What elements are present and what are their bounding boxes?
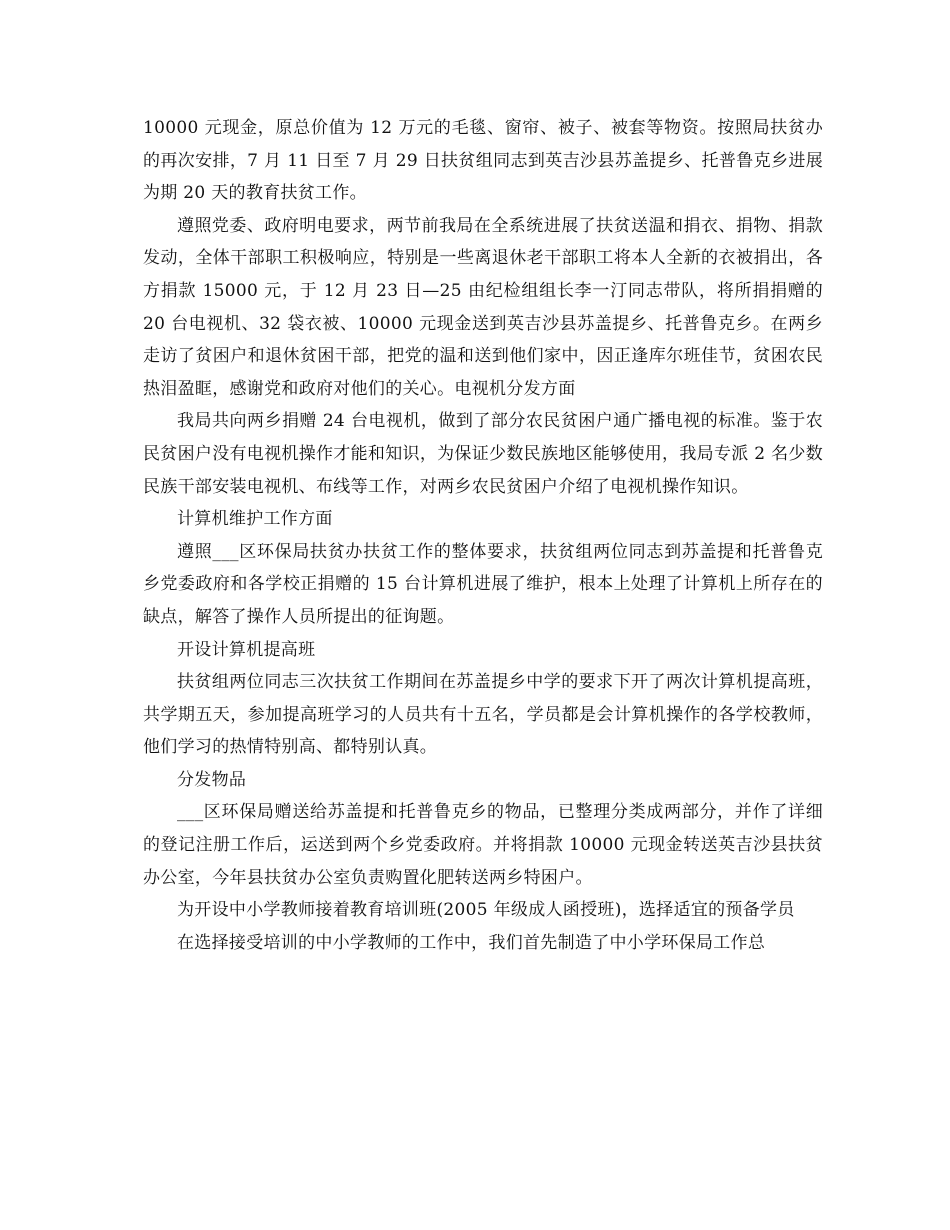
paragraph-3: 我局共向两乡捐赠 24 台电视机，做到了部分农民贫困户通广播电视的标准。鉴于农民贫困户没有电视机操作才能和知识，为保证少数民族地区能够使用，我局专派 2 名少数民族干部安装电视机、布线等工作，对两乡农民贫困户介绍了电视机操作知识。 [143, 411, 823, 497]
paragraph-8: 在选择接受培训的中小学教师的工作中，我们首先制造了中小学环保局工作总 [177, 932, 766, 953]
paragraph-6: ___区环保局赠送给苏盖提和托普鲁克乡的物品，已整理分类成两部分，并作了详细的登记注册工作后，运送到两个乡党委政府。并将捐款 10000 元现金转送英吉沙县扶贫办公室，今年县扶贫办公室负责购置化肥转送两乡特困户。 [143, 802, 823, 888]
document-body [143, 112, 823, 959]
paragraph-7: 为开设中小学教师接着教育培训班(2005 年级成人函授班)，选择适宜的预备学员 [177, 900, 795, 921]
paragraph-4: 遵照___区环保局扶贫办扶贫工作的整体要求，扶贫组两位同志到苏盖提和托普鲁克乡党委政府和各学校正捐赠的 15 台计算机进展了维护，根本上处理了计算机上所存在的缺点，解答了操作人员所提出的征询题。 [143, 541, 823, 627]
section-heading-distribution: 分发物品 [177, 769, 247, 790]
section-heading-computer-maintenance: 计算机维护工作方面 [177, 509, 333, 530]
paragraph-2: 遵照党委、政府明电要求，两节前我局在全系统进展了扶贫送温和捐衣、捐物、捐款发动，全体干部职工积极响应，特别是一些离退休老干部职工将本人全新的衣被捐出，各方捐款 15000 元，于 12 月 23 日—25 由纪检组组长李一汀同志带队，将所捐捐赠的 20 台电视机、32 袋衣被、10000 元现金送到英吉沙县苏盖提乡、托普鲁克乡。在两乡走访了贫困户和退休贫困干部，把党的温和送到他们家中，因正逢库尔班佳节，贫困农民热泪盈眶，感谢党和政府对他们的关心。电视机分发方面 [143, 215, 823, 399]
section-heading-computer-class: 开设计算机提高班 [177, 639, 316, 660]
paragraph-5: 扶贫组两位同志三次扶贫工作期间在苏盖提乡中学的要求下开了两次计算机提高班，共学期五天，参加提高班学习的人员共有十五名，学员都是会计算机操作的各学校教师，他们学习的热情特别高、都特别认真。 [143, 672, 823, 758]
paragraph-1: 10000 元现金，原总价值为 12 万元的毛毯、窗帘、被子、被套等物资。按照局扶贫办的再次安排，7 月 11 日至 7 月 29 日扶贫组同志到英吉沙县苏盖提乡、托普鲁克乡进展为期 20 天的教育扶贫工作。 [143, 118, 823, 204]
